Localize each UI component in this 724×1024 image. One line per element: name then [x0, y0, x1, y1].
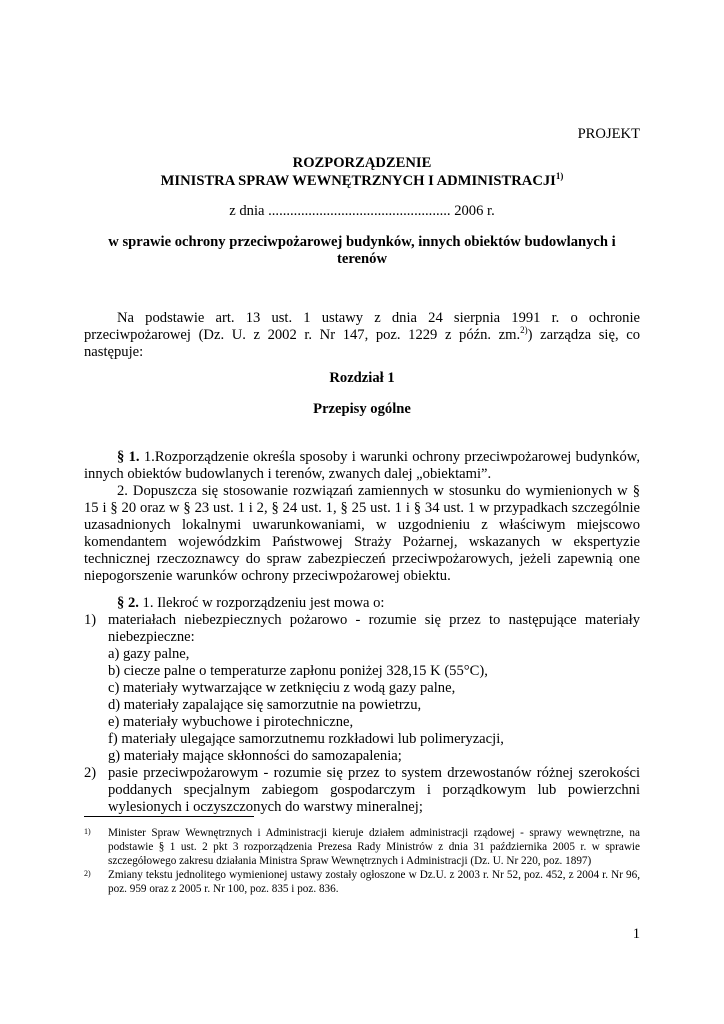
definition-text: materiałach niebezpiecznych pożarowo - rozumie się przez to następujące materiały niebezpieczne:: [108, 612, 640, 645]
footnote-separator: [84, 816, 254, 817]
footnote-ref-1: 1): [555, 171, 564, 182]
footnote-mark: 1): [84, 827, 91, 836]
list-item: a) gazy palne,: [108, 646, 190, 662]
section-1-paragraph-2: 2. Dopuszcza się stosowanie rozwiązań zamiennych w stosunku do wymienionych w § 15 i § 20 oraz w § 23 ust. 1 i 2, § 24 ust. 1, § 25 ust. 1 i § 34 ust. 1 w przypadkach szczególnie uzasadnionych lokalnymi uwarunkowaniami, w uzgodnieniu z właściwym miejscowo komendantem wojewódzkim Państwowej Straży Pożarnej, wskazanych w ekspertyzie technicznej rzeczoznawcy do spraw zabezpieczeń przeciwpożarowych, jeżeli zapewnią one niepogorszenie warunków ochrony przeciwpożarowej obiektu.: [84, 483, 640, 584]
section-1: [84, 449, 640, 585]
preamble-paragraph: [84, 310, 640, 361]
definition-item-1: [84, 612, 640, 765]
section-2-label: § 2.: [117, 595, 139, 611]
regulation-title: ROZPORZĄDZENIE: [292, 155, 432, 171]
chapter-name: Przepisy ogólne: [313, 401, 411, 417]
section-2: [84, 595, 640, 816]
preamble-text-before: Na podstawie art. 13 ust. 1 ustawy z dnia 24 sierpnia 1991 r. o ochronie przeciwpożarowej (Dz. U. z 2002 r. Nr 147, poz. 1229 z późn. zm.: [84, 310, 640, 343]
footnote-2: [84, 868, 640, 896]
definition-text: pasie przeciwpożarowym - rozumie się przez to system drzewostanów różnej szerokości poddanych specjalnym zabiegom gospodarczym i porządkowym lub powierzchni wylesionych i oczyszczonych do warstwy mineralnej;: [108, 765, 640, 815]
regulation-subject: w sprawie ochrony przeciwpożarowej budynków, innych obiektów budowlanych i terenów: [108, 234, 616, 267]
list-item: g) materiały mające skłonności do samozapalenia;: [108, 748, 402, 764]
definition-item-2: [84, 765, 640, 816]
issuer-name: MINISTRA SPRAW WEWNĘTRZNYCH I ADMINISTRACJI: [160, 173, 556, 189]
footnote-1: [84, 826, 640, 868]
list-item: d) materiały zapalające się samorzutnie na powietrzu,: [108, 697, 422, 713]
issuer-title: [84, 173, 640, 190]
section-2-intro-text: 1. Ilekroć w rozporządzeniu jest mowa o:: [138, 595, 385, 611]
section-1-label: § 1.: [117, 449, 140, 465]
date-line: z dnia .................................................. 2006 r.: [229, 203, 495, 219]
list-item: c) materiały wytwarzające w zetknięciu z wodą gazy palne,: [108, 680, 456, 696]
hazardous-materials-list: [108, 646, 640, 765]
list-item: b) ciecze palne o temperaturze zapłonu poniżej 328,15 K (55°C),: [108, 663, 488, 679]
preamble-text-after: ) zarządza się, co następuje:: [84, 327, 640, 360]
footnotes: [84, 826, 640, 896]
list-item: f) materiały ulegające samorzutnemu rozkładowi lub polimeryzacji,: [108, 731, 504, 747]
section-1-paragraph-1: [84, 449, 640, 483]
section-1-text-1: 1.Rozporządzenie określa sposoby i warunki ochrony przeciwpożarowej budynków, innych obiektów budowlanych i terenów, zwanych dalej „obiektami”.: [84, 449, 640, 482]
footnote-text: Zmiany tekstu jednolitego wymienionej ustawy zostały ogłoszone w Dz.U. z 2003 r. Nr 52, poz. 452, z 2004 r. Nr 96, poz. 959 oraz z 2005 r. Nr 100, poz. 835 i poz. 836.: [108, 869, 640, 895]
section-2-intro: [84, 595, 640, 612]
footnote-ref-2: 2): [520, 325, 528, 336]
preamble: [84, 310, 640, 361]
chapter-number: Rozdział 1: [329, 370, 395, 386]
footnote-text: Minister Spraw Wewnętrznych i Administracji kieruje działem administracji rządowej - sprawy wewnętrzne, na podstawie § 1 ust. 2 pkt 3 rozporządzenia Prezesa Rady Ministrów z dnia 31 października 2005 r. w sprawie szczegółowego zakresu działania Ministra Spraw Wewnętrznych i Administracji (Dz. U. Nr 220, poz. 1897): [108, 827, 640, 867]
definition-number: 2): [84, 765, 97, 781]
definitions-list: [84, 612, 640, 816]
definition-number: 1): [84, 612, 97, 628]
project-status-label: PROJEKT: [577, 126, 640, 142]
page-number: 1: [632, 926, 640, 942]
list-item: e) materiały wybuchowe i pirotechniczne,: [108, 714, 354, 730]
footnote-mark: 2): [84, 869, 91, 878]
